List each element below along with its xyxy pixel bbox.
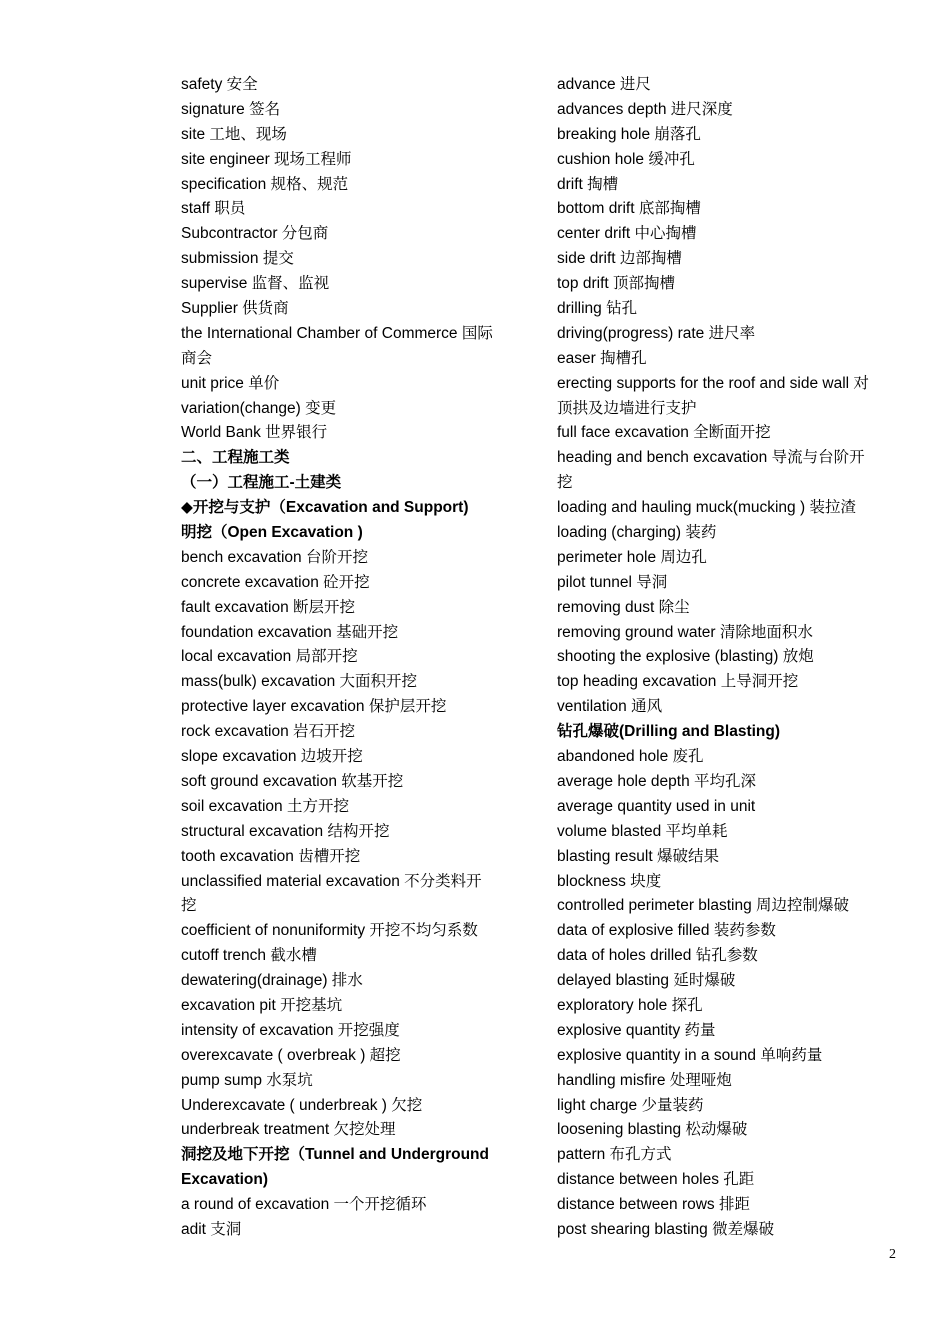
left-term-line: site 工地、现场: [181, 125, 287, 143]
left-term-line: 商会: [181, 349, 213, 367]
right-term-line: controlled perimeter blasting 周边控制爆破: [557, 897, 850, 915]
left-term-line: unit price 单价: [181, 374, 280, 392]
left-term-line: slope excavation 边坡开挖: [181, 748, 363, 766]
left-term-line: soft ground excavation 软基开挖: [181, 772, 404, 790]
left-term-line: specification 规格、规范: [181, 175, 349, 193]
right-term-line: 挖: [557, 474, 573, 492]
left-term-line: concrete excavation 砼开挖: [181, 573, 370, 591]
left-term-line: coefficient of nonuniformity 开挖不均匀系数: [181, 922, 478, 940]
right-term-line: explosive quantity 药量: [557, 1021, 716, 1039]
left-term-line: submission 提交: [181, 250, 294, 268]
left-heading-line: （一）工程施工-土建类: [181, 474, 342, 492]
left-heading-line: ◆开挖与支护（Excavation and Support): [181, 499, 469, 517]
right-term-line: easer 掏槽孔: [557, 349, 647, 367]
left-term-line: cutoff trench 截水槽: [181, 947, 317, 965]
left-term-line: adit 支洞: [181, 1220, 242, 1238]
left-term-line: excavation pit 开挖基坑: [181, 996, 343, 1014]
left-heading-line: 明挖（Open Excavation ): [181, 524, 363, 542]
right-term-line: post shearing blasting 微差爆破: [557, 1220, 775, 1238]
right-term-line: delayed blasting 延时爆破: [557, 972, 736, 990]
left-term-line: staff 职员: [181, 200, 246, 218]
right-term-line: distance between rows 排距: [557, 1196, 750, 1214]
right-term-line: loading and hauling muck(mucking ) 装拉渣: [557, 499, 856, 517]
right-column: [557, 73, 902, 1243]
right-term-line: cushion hole 缓冲孔: [557, 150, 695, 168]
left-term-line: Supplier 供货商: [181, 300, 289, 318]
right-term-line: removing dust 除尘: [557, 598, 690, 616]
right-term-line: loosening blasting 松动爆破: [557, 1121, 748, 1139]
right-term-line: pattern 布孔方式: [557, 1146, 672, 1164]
right-term-line: 顶拱及边墙进行支护: [557, 399, 697, 417]
right-term-line: distance between holes 孔距: [557, 1171, 755, 1189]
left-term-line: safety 安全: [181, 76, 258, 93]
right-term-line: center drift 中心掏槽: [557, 225, 697, 243]
left-term-line: foundation excavation 基础开挖: [181, 623, 399, 641]
left-term-line: overexcavate ( overbreak ) 超挖: [181, 1046, 401, 1064]
right-term-line: advance 进尺: [557, 76, 651, 93]
left-term-line: the International Chamber of Commerce 国际: [181, 324, 493, 342]
left-term-line: signature 签名: [181, 100, 281, 118]
left-term-line: underbreak treatment 欠挖处理: [181, 1121, 396, 1139]
right-term-line: light charge 少量装药: [557, 1096, 704, 1114]
right-term-line: blockness 块度: [557, 872, 662, 890]
right-term-line: advances depth 进尺深度: [557, 100, 733, 118]
right-term-line: explosive quantity in a sound 单响药量: [557, 1046, 823, 1064]
left-heading-line: Excavation): [181, 1171, 269, 1189]
right-term-line: volume blasted 平均单耗: [557, 822, 728, 840]
left-heading-line: 二、工程施工类: [181, 449, 290, 467]
right-term-line: ventilation 通风: [557, 698, 663, 716]
right-term-line: drilling 钻孔: [557, 300, 638, 318]
left-term-line: World Bank 世界银行: [181, 424, 328, 442]
left-term-line: supervise 监督、监视: [181, 275, 330, 293]
left-term-line: dewatering(drainage) 排水: [181, 972, 363, 990]
right-term-line: driving(progress) rate 进尺率: [557, 324, 756, 342]
left-term-line: rock excavation 岩石开挖: [181, 723, 355, 741]
right-term-line: pilot tunnel 导洞: [557, 573, 668, 591]
right-term-line: data of explosive filled 装药参数: [557, 922, 776, 940]
left-term-line: pump sump 水泵坑: [181, 1071, 313, 1089]
left-column: [181, 73, 526, 1243]
left-term-line: bench excavation 台阶开挖: [181, 548, 368, 566]
right-term-line: average hole depth 平均孔深: [557, 772, 757, 790]
left-term-line: structural excavation 结构开挖: [181, 822, 390, 840]
left-term-line: Subcontractor 分包商: [181, 225, 329, 243]
left-term-line: soil excavation 土方开挖: [181, 797, 349, 815]
right-term-line: data of holes drilled 钻孔参数: [557, 947, 758, 965]
right-term-line: average quantity used in unit: [557, 797, 756, 815]
left-term-line: 挖: [181, 897, 197, 915]
right-term-line: full face excavation 全断面开挖: [557, 424, 771, 442]
right-term-line: top drift 顶部掏槽: [557, 275, 675, 293]
right-term-line: shooting the explosive (blasting) 放炮: [557, 648, 814, 666]
left-term-line: variation(change) 变更: [181, 399, 337, 417]
left-term-line: fault excavation 断层开挖: [181, 598, 356, 616]
left-term-line: mass(bulk) excavation 大面积开挖: [181, 673, 418, 691]
right-term-line: loading (charging) 装药: [557, 524, 717, 542]
right-term-line: abandoned hole 废孔: [557, 748, 704, 766]
left-term-line: local excavation 局部开挖: [181, 648, 358, 666]
left-term-line: Underexcavate ( underbreak ) 欠挖: [181, 1096, 423, 1114]
left-term-line: site engineer 现场工程师: [181, 150, 352, 168]
right-term-line: perimeter hole 周边孔: [557, 548, 707, 566]
right-term-line: bottom drift 底部掏槽: [557, 200, 701, 218]
left-term-line: a round of excavation 一个开挖循环: [181, 1196, 427, 1214]
right-term-line: side drift 边部掏槽: [557, 250, 682, 268]
right-term-line: blasting result 爆破结果: [557, 847, 719, 865]
left-term-line: protective layer excavation 保护层开挖: [181, 698, 447, 716]
left-term-line: tooth excavation 齿槽开挖: [181, 847, 361, 865]
right-term-line: breaking hole 崩落孔: [557, 125, 701, 143]
right-term-line: drift 掏槽: [557, 175, 619, 193]
right-term-line: top heading excavation 上导洞开挖: [557, 673, 799, 691]
right-heading-line: 钻孔爆破(Drilling and Blasting): [557, 723, 781, 741]
left-heading-line: 洞挖及地下开挖（Tunnel and Underground: [181, 1146, 489, 1164]
left-term-line: intensity of excavation 开挖强度: [181, 1021, 400, 1039]
left-term-line: unclassified material excavation 不分类料开: [181, 872, 482, 890]
right-term-line: heading and bench excavation 导流与台阶开: [557, 449, 865, 467]
right-term-line: handling misfire 处理哑炮: [557, 1071, 732, 1089]
right-term-line: removing ground water 清除地面积水: [557, 623, 813, 641]
right-term-line: erecting supports for the roof and side wall 对: [557, 374, 869, 392]
right-term-line: exploratory hole 探孔: [557, 996, 703, 1014]
page-number: 2: [889, 1247, 896, 1262]
